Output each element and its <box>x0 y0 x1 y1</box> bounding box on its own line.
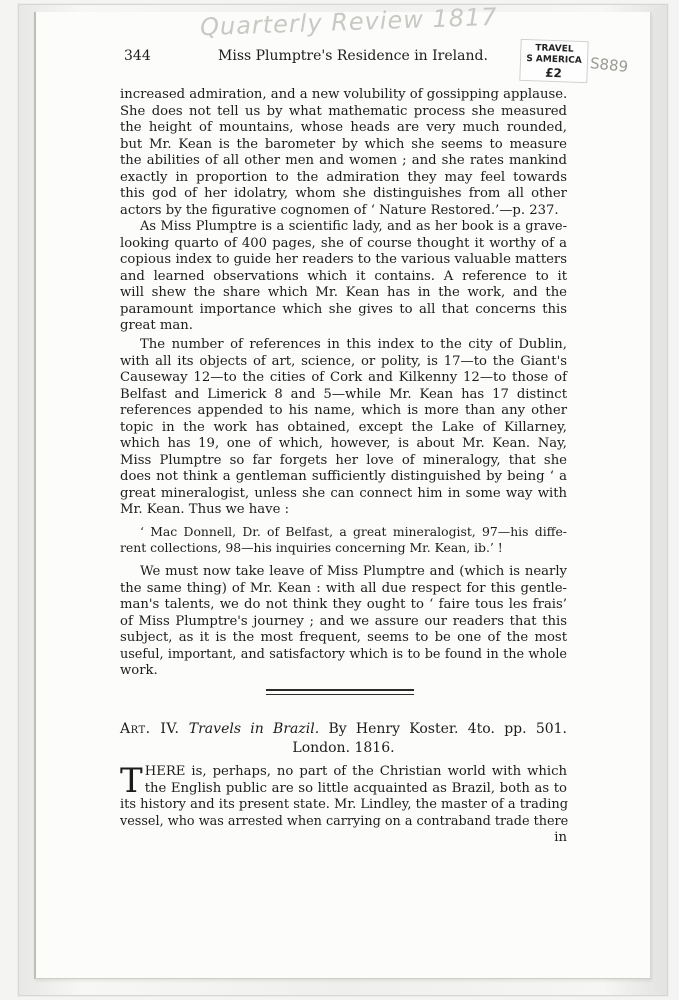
text-line: which has 19, one of which, however, is about Mr. Kean. Nay, <box>120 436 567 451</box>
text-line: the same thing) of Mr. Kean : with all due respect for this gentle- <box>120 580 567 596</box>
text-line: We must now take leave of Miss Plumptre and (which is nearly <box>140 564 567 579</box>
text-line: Mr. Kean. Thus we have : <box>120 502 290 517</box>
text-line: Causeway 12—to the cities of Cork and Kilkenny 12—to those of <box>120 370 567 385</box>
text-line: paramount importance which she gives to all that concerns this <box>120 301 567 317</box>
article-title: Travels in Brazil. <box>188 721 320 737</box>
text-line: The number of references in this index to the city of Dublin, <box>140 337 567 352</box>
paragraph-2 <box>120 219 567 335</box>
text-line: great man. <box>120 318 193 333</box>
drop-cap: T <box>120 761 143 801</box>
text-line: She does not tell us by what mathematic process she measured <box>120 103 567 119</box>
article-number: Art. IV. <box>120 721 180 737</box>
article-heading <box>120 720 567 758</box>
text-line: the height of mountains, whose heads are very much rounded, <box>120 120 567 135</box>
text-line: but Mr. Kean is the barometer by which she seems to measure <box>120 136 567 152</box>
paragraph-1 <box>120 87 567 219</box>
text-line: subject, as it is the most frequent, seems to be one of the most <box>120 630 567 645</box>
label-price: £2 <box>544 65 563 81</box>
text-line: Belfast and Limerick 8 and 5—while Mr. Kean has 17 distinct <box>120 386 567 402</box>
pencil-annotation: Quarterly Review 1817 <box>199 2 499 42</box>
text-line: copious index to guide her readers to the various valuable matters <box>120 252 567 267</box>
paragraph-4 <box>120 564 567 680</box>
page-number: 344 <box>124 48 151 64</box>
text-line: looking quarto of 400 pages, she of course thought it worthy of a <box>120 235 567 251</box>
shelf-mark: S889 <box>589 54 629 76</box>
text-line: actors by the figurative cognomen of ‘ Nature Restored.’—p. 237. <box>120 202 559 218</box>
text-line: work. <box>120 663 158 678</box>
paragraph-5 <box>120 761 569 847</box>
text-line: Miss Plumptre so far forgets her love of mineralogy, that she <box>120 452 567 468</box>
section-divider <box>266 689 414 695</box>
article-details: By Henry Koster. 4to. pp. 501. <box>328 721 568 737</box>
text-line: with all its objects of art, science, or polity, is 17—to the Giant's <box>120 353 567 369</box>
label-category: TRAVEL <box>535 43 574 55</box>
text-line: HERE is, perhaps, no part of the Christian world with which <box>144 764 567 779</box>
text-line: its history and its present state. Mr. Lindley, the master of a trading <box>120 797 569 812</box>
text-line: ‘ Mac Donnell, Dr. of Belfast, a great mineralogist, 97—his diffe- <box>140 524 567 539</box>
paragraph-3 <box>120 337 567 519</box>
label-subcategory: S AMERICA <box>526 54 582 66</box>
text-line: will shew the share which Mr. Kean has in the work, and the <box>120 285 567 300</box>
text-line: vessel, who was arrested when carrying on a contraband trade there <box>120 813 569 829</box>
running-header <box>120 48 567 68</box>
text-line: the English public are so little acquainted as Brazil, both as to <box>144 780 567 796</box>
text-line: As Miss Plumptre is a scientific lady, and as her book is a grave- <box>140 219 567 234</box>
text-line: this god of her idolatry, whom she distinguishes from all other <box>120 186 567 201</box>
text-line: useful, important, and satisfactory which is to be found in the whole <box>120 646 567 662</box>
text-line: rent collections, 98—his inquiries concerning Mr. Kean, ib.’ ! <box>120 540 503 555</box>
index-quotation <box>120 524 567 556</box>
running-title: Miss Plumptre's Residence in Ireland. <box>218 48 488 64</box>
text-line: references appended to his name, which is more than any other <box>120 403 567 418</box>
text-line: and learned observations which it contains. A reference to it <box>120 268 567 284</box>
text-line: great mineralogist, unless she can connect him in some way with <box>120 485 567 501</box>
text-line: does not think a gentleman sufficiently distinguished by being ‘ a <box>120 469 567 484</box>
text-line: man's talents, we do not think they ought to ‘ faire tous les frais’ <box>120 597 567 612</box>
article-imprint: London. 1816. <box>292 740 395 756</box>
catchword: in <box>554 830 567 845</box>
text-line: increased admiration, and a new volubility of gossipping applause. <box>120 87 568 102</box>
text-line: of Miss Plumptre's journey ; and we assure our readers that this <box>120 613 567 629</box>
article-title-line <box>120 720 567 739</box>
text-line: topic in the work has obtained, except the Lake of Killarney, <box>120 419 567 435</box>
text-line: the abilities of all other men and women ; and she rates mankind <box>120 153 567 168</box>
text-line: exactly in proportion to the admiration they may feel towards <box>120 169 567 185</box>
